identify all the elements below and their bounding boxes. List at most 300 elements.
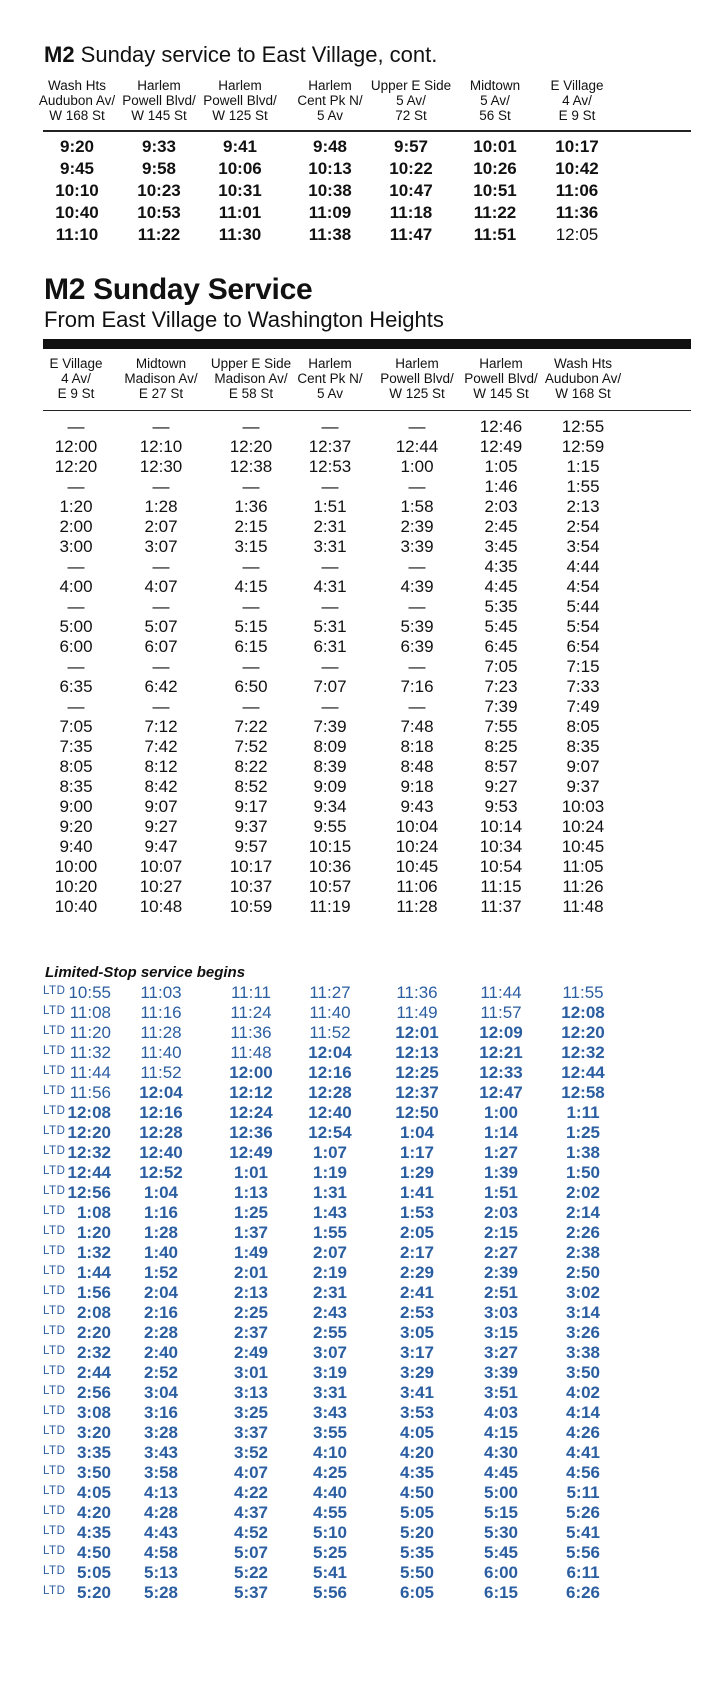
section2-ltd-cell: 5:11 [566,1483,600,1502]
section2-ltd-cell: 3:41 [399,1383,435,1402]
section2-cell: 10:27 [139,877,183,896]
section1-cell: 11:22 [137,225,181,244]
section1-cell: 11:06 [555,181,599,200]
section2-cell: 1:55 [566,477,600,496]
ltd-tag: LTD [43,1405,66,1417]
section2-ltd-row [43,1143,691,1165]
section2-cell: 2:00 [59,517,93,536]
section2-ltd-cell: 1:04 [399,1123,435,1142]
section2-cell: 1:51 [313,497,347,516]
section2-cell: 5:39 [400,617,434,636]
section1-table-row [43,137,691,159]
section2-cell: 10:36 [308,857,352,876]
section2-cell: 12:49 [479,437,523,456]
section2-table-row [43,837,691,859]
section2-ltd-cell: 1:28 [143,1223,179,1242]
section2-ltd-cell: 2:43 [312,1303,348,1322]
section2-cell: 7:05 [484,657,518,676]
section2-cell: 6:42 [144,677,178,696]
section2-cell: 3:15 [234,537,268,556]
section1-cell: 10:13 [308,159,352,178]
section2-ltd-cell: 5:45 [483,1543,519,1562]
section2-cell: 3:07 [144,537,178,556]
section2-ltd-cell: 12:12 [229,1083,273,1102]
section2-ltd-cell: 4:58 [143,1543,179,1562]
section2-col-header [537,356,629,401]
section2-cell: 10:14 [479,817,523,836]
section1-cell: 10:17 [555,137,599,156]
section2-cell: 4:44 [566,557,600,576]
section2-ltd-cell: 1:25 [565,1123,601,1142]
section2-cell: 8:09 [313,737,347,756]
ltd-tag: LTD [43,1205,66,1217]
section2-cell: 2:07 [144,517,178,536]
section2-ltd-cell: 5:10 [312,1523,348,1542]
section2-cell: — [321,597,339,616]
section2-ltd-cell: 12:49 [229,1143,273,1162]
section2-ltd-cell: 11:28 [140,1023,182,1042]
section2-ltd-cell: 11:49 [396,1003,438,1022]
section2-cell: 7:05 [59,717,93,736]
section1-col-header-line: E 9 St [558,108,596,123]
section2-col-header-line: E Village [49,356,103,371]
section2-cell: 2:45 [484,517,518,536]
section2-cell: 9:17 [234,797,268,816]
section2-ltd-cell: 11:52 [309,1023,351,1042]
section2-cell: 5:31 [313,617,347,636]
section2-ltd-cell: 5:20 [399,1523,435,1542]
section2-cell: 7:39 [484,697,518,716]
section1-cell: 10:10 [55,181,99,200]
section1-cell: 10:47 [389,181,433,200]
section1-header-rule [43,130,691,132]
section2-cell: — [67,657,85,676]
section2-table-row [43,597,691,619]
section2-ltd-cell: 5:20 [76,1583,111,1602]
section2-ltd-cell: 3:55 [312,1423,348,1442]
section2-col-header [455,356,547,401]
section1-col-header-line: 5 Av/ [480,93,510,108]
section1-col-header-line: Harlem [137,78,181,93]
section2-cell: 10:40 [54,897,98,916]
section2-cell: 12:46 [479,417,523,436]
section2-ltd-cell: 1:20 [76,1223,111,1242]
section2-ltd-cell: 1:13 [233,1183,269,1202]
section2-ltd-row [43,1363,691,1385]
section2-cell: 11:15 [480,877,522,896]
section2-ltd-cell: 2:27 [483,1243,519,1262]
section2-cell: — [408,417,426,436]
section2-ltd-cell: 4:40 [312,1483,348,1502]
section2-ltd-cell: 1:11 [566,1103,600,1122]
section2-ltd-cell: 11:27 [309,983,351,1002]
section2-ltd-cell: 1:50 [565,1163,601,1182]
section2-ltd-cell: 3:51 [483,1383,519,1402]
section2-ltd-cell: 11:32 [69,1043,111,1062]
section2-ltd-cell: 1:37 [233,1223,269,1242]
section2-cell: — [152,417,170,436]
section2-cell: — [242,557,260,576]
section2-ltd-cell: 5:26 [565,1503,601,1522]
ltd-tag: LTD [43,1385,66,1397]
section2-ltd-cell: 4:41 [565,1443,601,1462]
section2-table-row [43,777,691,799]
section2-cell: 9:27 [484,777,518,796]
section2-ltd-cell: 11:36 [396,983,438,1002]
section2-ltd-cell: 3:27 [483,1343,519,1362]
section1-title-route: M2 [44,42,75,67]
section2-ltd-cell: 11:24 [230,1003,272,1022]
section2-ltd-cell: 4:35 [399,1463,435,1482]
section2-ltd-cell: 12:50 [395,1103,439,1122]
section2-cell: 11:28 [396,897,438,916]
section2-ltd-cell: 12:54 [308,1123,352,1142]
section2-ltd-cell: 2:52 [143,1363,179,1382]
section2-ltd-cell: 4:05 [399,1423,435,1442]
section1-header [38,78,691,128]
section2-ltd-cell: 1:49 [233,1243,269,1262]
section1-table-row [43,181,691,203]
section2-ltd-cell: 5:15 [483,1503,519,1522]
section2-ltd-cell: 1:04 [143,1183,179,1202]
section2-ltd-cell: 1:53 [399,1203,435,1222]
section2-ltd-cell: 2:26 [565,1223,601,1242]
section2-cell: 10:07 [139,857,183,876]
section2-ltd-cell: 3:03 [483,1303,519,1322]
section2-ltd-cell: 2:08 [76,1303,111,1322]
section2-ltd-cell: 12:37 [395,1083,439,1102]
section2-table-row [43,897,691,919]
section2-ltd-cell: 5:41 [565,1523,601,1542]
section2-cell: — [152,697,170,716]
section2-cell: 9:37 [234,817,268,836]
section1-col-header-line: 5 Av [316,108,344,123]
section2-cell: 6:50 [234,677,268,696]
section2-ltd-cell: 1:17 [399,1143,435,1162]
section2-ltd-row [43,1263,691,1285]
ltd-tag: LTD [43,1045,66,1057]
section2-cell: — [152,477,170,496]
section2-cell: 1:36 [234,497,268,516]
section2-cell: 12:38 [229,457,273,476]
section2-col-header-line: Madison Av/ [214,371,288,386]
section2-cell: 9:09 [313,777,347,796]
section2-col-header-line: W 145 St [473,386,529,401]
section2-ltd-cell: 12:08 [67,1103,111,1122]
section2-ltd-cell: 3:07 [312,1343,348,1362]
section2-ltd-cell: 1:32 [76,1243,111,1262]
section2-table-row [43,577,691,599]
section2-ltd-cell: 2:53 [399,1303,435,1322]
section2-cell: 8:52 [234,777,268,796]
section2-ltd-cell: 4:28 [143,1503,179,1522]
section1-table-row [43,159,691,181]
section2-ltd-cell: 2:15 [483,1223,519,1242]
section2-ltd-cell: 1:31 [312,1183,348,1202]
ltd-tag: LTD [43,1345,66,1357]
section2-ltd-cell: 4:56 [565,1463,601,1482]
section2-col-header-line: Harlem [479,356,523,371]
section2-ltd-cell: 11:03 [140,983,182,1002]
section2-ltd-row [43,1043,691,1065]
section2-ltd-cell: 2:56 [76,1383,111,1402]
section2-ltd-cell: 3:43 [312,1403,348,1422]
section2-cell: 9:20 [59,817,93,836]
section2-ltd-cell: 11:56 [69,1083,111,1102]
section2-cell: 3:45 [484,537,518,556]
section2-ltd-cell: 12:09 [479,1023,523,1042]
section2-cell: 11:06 [396,877,438,896]
section2-ltd-cell: 5:56 [312,1583,348,1602]
section2-ltd-cell: 12:00 [229,1063,273,1082]
section2-cell: — [408,557,426,576]
section2-table-row [43,717,691,739]
section2-ltd-cell: 3:19 [312,1363,348,1382]
section2-ltd-cell: 4:20 [399,1443,435,1462]
section2-col-header-line: 5 Av [316,386,344,401]
section1-cell: 9:45 [59,159,95,178]
section2-cell: 1:15 [566,457,600,476]
section2-cell: 4:00 [59,577,93,596]
section2-ltd-cell: 12:28 [308,1083,352,1102]
section1-cell: 10:06 [218,159,262,178]
section2-ltd-cell: 10:55 [68,983,111,1002]
section2-col-header-line: Cent Pk N/ [297,371,363,386]
section2-ltd-cell: 5:37 [233,1583,269,1602]
section2-ltd-cell: 2:20 [76,1323,111,1342]
section2-ltd-cell: 1:43 [312,1203,348,1222]
section2-ltd-cell: 3:05 [399,1323,435,1342]
section2-cell: 2:13 [566,497,600,516]
section2-table-row [43,757,691,779]
section2-ltd-cell: 4:26 [565,1423,601,1442]
section2-table-row [43,537,691,559]
section2-ltd-cell: 4:25 [312,1463,348,1482]
section2-cell: 8:39 [313,757,347,776]
section2-ltd-cell: 3:28 [143,1423,179,1442]
section2-ltd-cell: 11:40 [309,1003,351,1022]
section2-ltd-cell: 3:29 [399,1363,435,1382]
section2-ltd-cell: 12:04 [308,1043,352,1062]
section2-cell: 10:48 [139,897,183,916]
section2-ltd-cell: 5:05 [76,1563,111,1582]
section2-cell: 10:34 [479,837,523,856]
section1-col-header-line: Powell Blvd/ [203,93,277,108]
section2-ltd-cell: 3:04 [143,1383,179,1402]
section2-cell: 5:07 [144,617,178,636]
section2-ltd-cell: 5:50 [399,1563,435,1582]
section2-ltd-cell: 1:44 [76,1263,111,1282]
section2-ltd-cell: 12:32 [67,1143,111,1162]
section2-cell: — [152,657,170,676]
section2-ltd-cell: 12:44 [561,1063,605,1082]
section2-col-header [36,356,116,401]
ltd-tag: LTD [43,1505,66,1517]
section2-cell: 12:37 [308,437,352,456]
section1-col-header [290,78,370,123]
section2-cell: 7:49 [566,697,600,716]
section2-cell: 2:15 [234,517,268,536]
section1-cell: 11:36 [555,203,599,222]
section2-ltd-cell: 1:16 [143,1203,179,1222]
section2-ltd-cell: 2:17 [399,1243,435,1262]
section2-cell: 6:45 [484,637,518,656]
section2-ltd-cell: 12:24 [229,1103,273,1122]
section2-ltd-cell: 4:50 [399,1483,435,1502]
section2-ltd-cell: 2:28 [143,1323,179,1342]
section2-table-row [43,657,691,679]
section2-ltd-row [43,1323,691,1345]
section2-cell: 9:40 [59,837,93,856]
section2-ltd-cell: 1:56 [76,1283,111,1302]
section1-cell: 10:42 [555,159,599,178]
ltd-tag: LTD [43,1305,66,1317]
section1-table-row [43,203,691,225]
section1-title [44,44,437,66]
section2-ltd-cell: 11:11 [230,983,272,1002]
section2-ltd-cell: 3:58 [143,1463,179,1482]
section2-ltd-cell: 5:22 [233,1563,269,1582]
section2-title: M2 Sunday Service [44,273,313,306]
section2-ltd-row [43,1303,691,1325]
section2-cell: 11:05 [562,857,604,876]
section2-ltd-cell: 2:13 [233,1283,269,1302]
section2-ltd-cell: 4:03 [483,1403,519,1422]
section1-col-header-line: Harlem [308,78,352,93]
section2-cell: 10:15 [308,837,352,856]
section2-ltd-row [43,1243,691,1265]
section1-col-header-line: 72 St [395,108,427,123]
section2-ltd-cell: 3:01 [233,1363,269,1382]
section2-ltd-row [43,1423,691,1445]
section2-cell: 1:46 [484,477,518,496]
section2-cell: 6:39 [400,637,434,656]
section2-ltd-cell: 4:14 [565,1403,601,1422]
section2-ltd-cell: 12:20 [561,1023,605,1042]
section2-cell: 1:28 [144,497,178,516]
section2-table-row [43,477,691,499]
section2-ltd-cell: 4:55 [312,1503,348,1522]
section2-ltd-cell: 3:50 [76,1463,111,1482]
section1-col-header [37,78,117,123]
section1-cell: 11:18 [389,203,433,222]
section2-cell: 4:35 [484,557,518,576]
section2-ltd-row [43,1223,691,1245]
section2-table-row [43,877,691,899]
section2-col-header [205,356,297,401]
section2-ltd-cell: 12:08 [561,1003,605,1022]
ltd-tag: LTD [43,1065,66,1077]
section2-cell: — [321,417,339,436]
section2-cell: 1:58 [400,497,434,516]
section2-ltd-cell: 1:41 [399,1183,435,1202]
section2-ltd-row [43,1483,691,1505]
section1-cell: 11:47 [389,225,433,244]
section2-cell: — [242,597,260,616]
section2-ltd-cell: 2:31 [312,1283,348,1302]
ltd-tag: LTD [43,1025,66,1037]
section2-ltd-cell: 2:37 [233,1323,269,1342]
section2-col-header-line: Powell Blvd/ [380,371,454,386]
section2-table-row [43,617,691,639]
section2-cell: 3:54 [566,537,600,556]
section2-ltd-row [43,1083,691,1105]
section2-cell: 12:00 [54,437,98,456]
ltd-tag: LTD [43,1585,66,1597]
section2-ltd-cell: 12:04 [139,1083,183,1102]
section1-table-row [43,225,691,247]
section2-cell: 5:45 [484,617,518,636]
section2-cell: — [67,597,85,616]
section2-ltd-cell: 5:28 [143,1583,179,1602]
section2-ltd-cell: 3:02 [565,1283,601,1302]
section2-ltd-row [43,1463,691,1485]
section2-ltd-cell: 5:30 [483,1523,519,1542]
section2-ltd-cell: 11:40 [140,1043,182,1062]
section2-ltd-row [43,1063,691,1085]
section2-header-rule [43,410,691,411]
ltd-tag: LTD [43,1085,66,1097]
section1-cell: 10:40 [55,203,99,222]
section2-ltd-cell: 1:55 [312,1223,348,1242]
section2-cell: 8:35 [59,777,93,796]
section1-col-header [455,78,535,123]
section2-col-header-line: Madison Av/ [124,371,198,386]
ltd-tag: LTD [43,1125,66,1137]
section2-cell: 7:12 [144,717,178,736]
section2-title-bar [43,339,691,349]
section2-cell: 6:35 [59,677,93,696]
section2-cell: 11:37 [480,897,522,916]
section1-col-header-line: 56 St [479,108,511,123]
section1-col-header-line: Powell Blvd/ [122,93,196,108]
section1-col-header-line: W 145 St [131,108,187,123]
section2-ltd-cell: 11:08 [69,1003,111,1022]
section2-ltd-row [43,1003,691,1025]
section2-ltd-cell: 3:53 [399,1403,435,1422]
section2-ltd-cell: 2:44 [76,1363,111,1382]
section2-col-header-line: Midtown [135,356,187,371]
section2-ltd-cell: 1:14 [483,1123,519,1142]
section1-cell: 10:31 [218,181,262,200]
section1-col-header-line: Wash Hts [47,78,106,93]
ltd-tag: LTD [43,1245,66,1257]
section2-ltd-cell: 2:05 [399,1223,435,1242]
section1-cell: 11:09 [308,203,352,222]
section2-cell: 9:37 [566,777,600,796]
section1-cell: 9:48 [312,137,348,156]
ltd-tag: LTD [43,1445,66,1457]
section2-cell: 10:17 [229,857,273,876]
ltd-tag: LTD [43,1565,66,1577]
section2-ltd-cell: 3:20 [76,1423,111,1442]
section2-cell: 1:00 [400,457,434,476]
section2-cell: 4:15 [234,577,268,596]
section2-ltd-cell: 2:07 [312,1243,348,1262]
ltd-tag: LTD [43,1525,66,1537]
section2-cell: — [242,417,260,436]
section2-col-header-line: W 168 St [555,386,611,401]
section2-ltd-cell: 2:16 [143,1303,179,1322]
section2-cell: 12:20 [229,437,273,456]
section2-ltd-cell: 2:01 [233,1263,269,1282]
section1-cell: 10:51 [473,181,517,200]
section2-cell: 10:54 [479,857,523,876]
section2-col-header-line: E 9 St [57,386,95,401]
section2-ltd-cell: 6:11 [566,1563,600,1582]
section2-ltd-cell: 1:08 [76,1203,111,1222]
section2-ltd-cell: 1:51 [483,1183,519,1202]
